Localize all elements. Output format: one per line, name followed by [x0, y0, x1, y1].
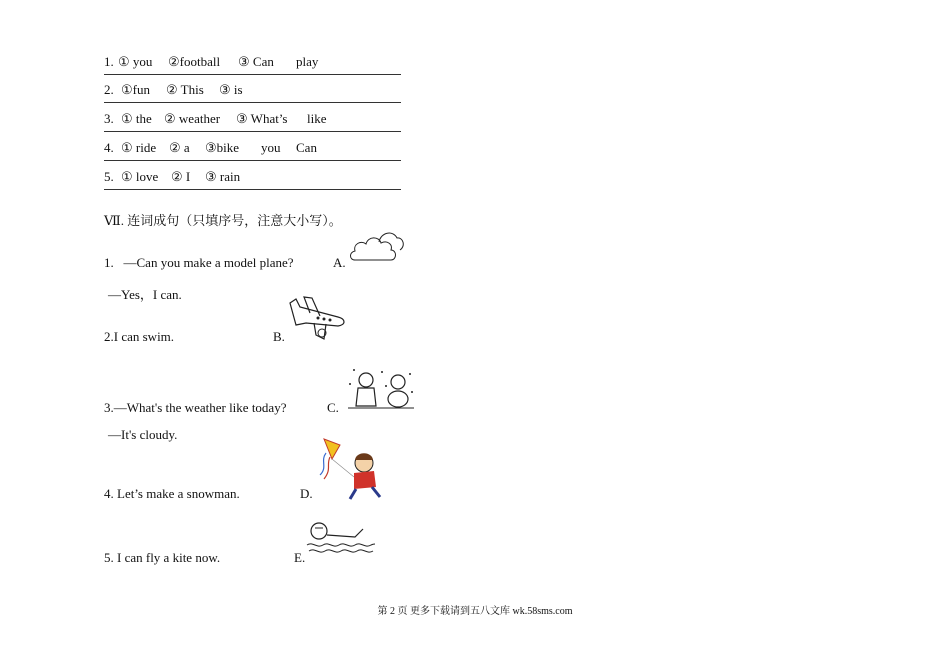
- word-option: ① ride: [121, 140, 157, 155]
- row-number: 5.: [104, 169, 114, 184]
- word-option: ① the: [121, 111, 152, 126]
- sentence-row-2: [104, 82, 401, 103]
- word-option: like: [307, 111, 327, 126]
- item-3-answer: —It's cloudy.: [108, 427, 178, 442]
- word-option: ② I: [171, 169, 191, 184]
- item-5-question: 5. I can fly a kite now.: [104, 550, 221, 565]
- item-1-question: 1. —Can you make a model plane?: [104, 255, 294, 270]
- word-option: ① you: [118, 54, 153, 69]
- item-1-answer: —Yes，I can.: [108, 287, 182, 302]
- page-footer: 第 2 页 更多下载请到五八文库 wk.58sms.com: [377, 606, 573, 617]
- word-option: ②football: [168, 54, 221, 69]
- word-option: ① love: [121, 169, 159, 184]
- row-number: 2.: [104, 82, 114, 97]
- row-number: 3.: [104, 111, 114, 126]
- item-5-letter: E.: [294, 550, 306, 565]
- item-4-letter: D.: [300, 486, 313, 501]
- item-3-letter: C.: [327, 400, 339, 415]
- word-option: ③ rain: [205, 169, 241, 184]
- item-2-question: 2.I can swim.: [104, 329, 175, 344]
- sentence-row-4: [104, 140, 401, 161]
- word-option: Can: [296, 140, 317, 155]
- word-option: ③ What’s: [236, 111, 288, 126]
- word-option: ③bike: [205, 140, 240, 155]
- sentence-row-1: [104, 54, 401, 75]
- sentence-row-3: [104, 111, 401, 132]
- word-option: ③ is: [219, 82, 243, 97]
- row-number: 4.: [104, 140, 114, 155]
- airplane-icon: [286, 295, 348, 343]
- word-option: ② This: [166, 82, 204, 97]
- item-3-question: 3.—What's the weather like today?: [104, 400, 287, 415]
- section-title: Ⅶ. 连词成句（只填序号，注意大小写）。: [104, 213, 342, 228]
- word-option: you: [261, 140, 281, 155]
- word-option: ② a: [169, 140, 190, 155]
- sentence-row-5: [104, 169, 401, 190]
- word-option: ①fun: [121, 82, 150, 97]
- word-option: play: [296, 54, 319, 69]
- swimmer-icon: [305, 519, 377, 557]
- item-2-letter: B.: [273, 329, 285, 344]
- row-number: 1.: [104, 54, 114, 69]
- item-1-letter: A.: [333, 255, 346, 270]
- kite-boy-icon: [310, 437, 388, 501]
- word-option: ② weather: [164, 111, 221, 126]
- cloud-icon: [349, 228, 405, 264]
- item-4-question: 4. Let’s make a snowman.: [104, 486, 240, 501]
- snowman-icon: [346, 366, 416, 410]
- word-option: ③ Can: [238, 54, 274, 69]
